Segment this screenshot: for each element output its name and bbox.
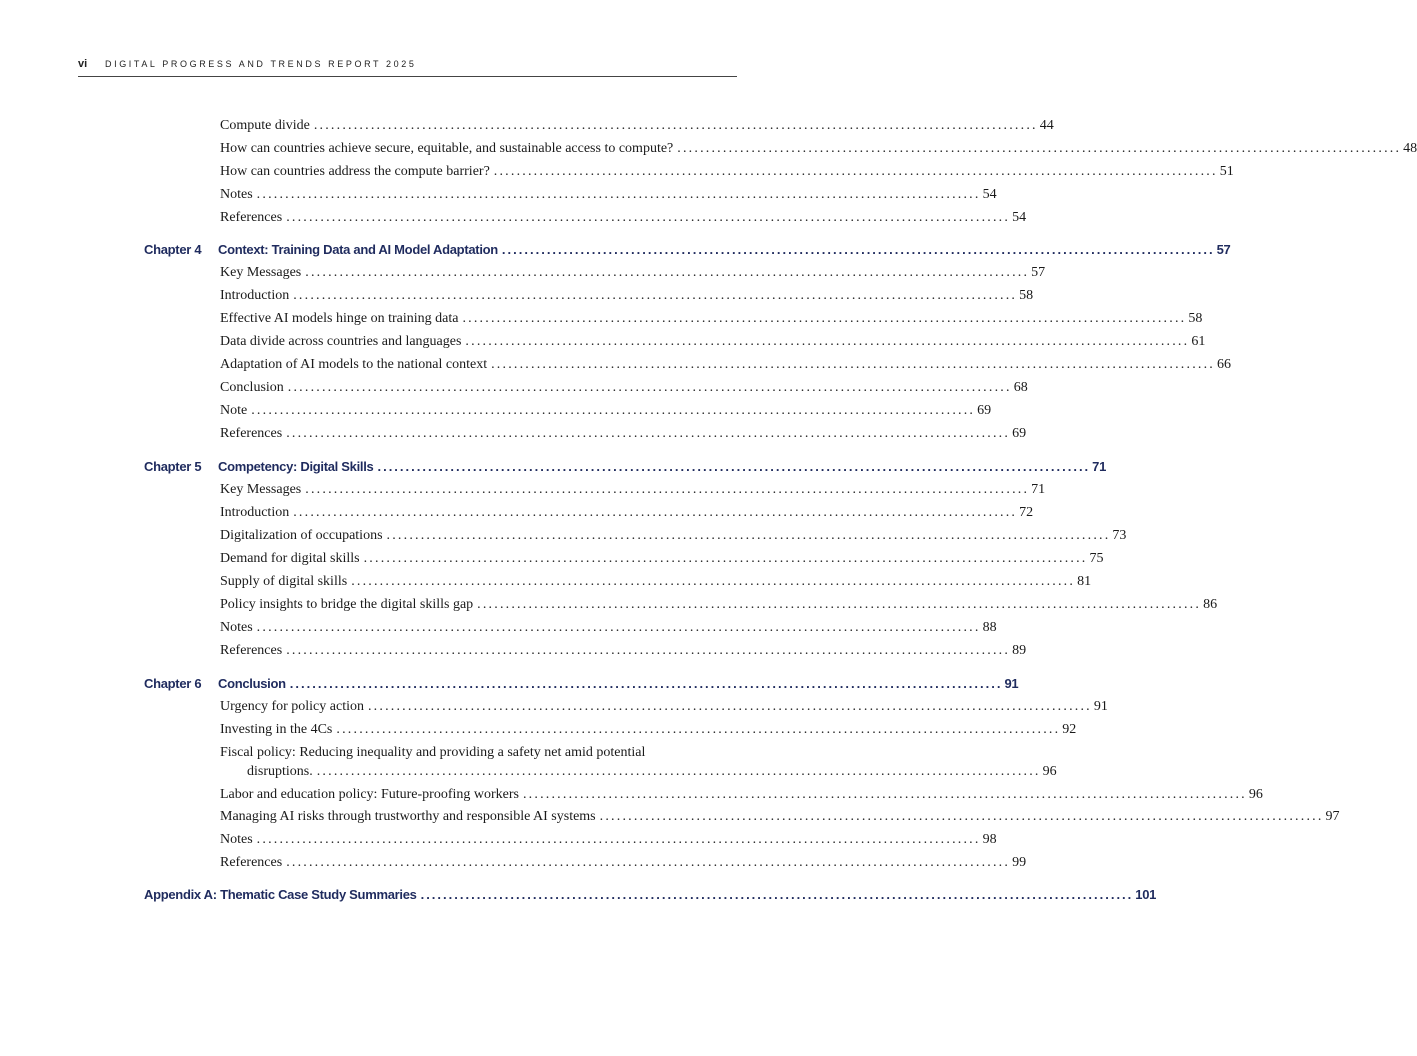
toc-entry-page: 99: [1012, 855, 1027, 870]
toc-entry-title: Adaptation of AI models to the national context: [220, 357, 488, 372]
dot-leader: ...............................................................................................................................: [256, 187, 981, 202]
toc-entry-page: 58: [1188, 311, 1203, 326]
toc-entry[interactable]: [220, 162, 1234, 182]
toc-entry-title: Supply of digital skills: [220, 574, 348, 589]
appendix-page: 101: [1135, 887, 1157, 902]
dot-leader: ...............................................................................................................................: [465, 334, 1190, 349]
dot-leader: ...............................................................................................................................: [289, 676, 1003, 691]
toc-entry-title: Compute divide: [220, 118, 310, 133]
dot-leader: ...............................................................................................................................: [367, 699, 1092, 714]
toc-entry[interactable]: [220, 549, 1104, 569]
toc-entry[interactable]: [220, 263, 1046, 283]
running-header: [78, 57, 737, 77]
dot-leader: ...............................................................................................................................: [420, 887, 1134, 902]
toc-entry[interactable]: [220, 332, 1206, 352]
chapter-title: Conclusion: [218, 676, 286, 691]
dot-leader: ...............................................................................................................................: [599, 809, 1324, 824]
toc-entry-title: Effective AI models hinge on training data: [220, 311, 459, 326]
toc-entry[interactable]: [220, 401, 992, 421]
toc-entry[interactable]: [247, 762, 1057, 782]
dot-leader: ...............................................................................................................................: [286, 210, 1011, 225]
dot-leader: ...............................................................................................................................: [286, 643, 1011, 658]
toc-entry-title: References: [220, 643, 283, 658]
toc-entry-page: 54: [982, 187, 997, 202]
dot-leader: ...............................................................................................................................: [493, 164, 1218, 179]
toc-entry[interactable]: [220, 378, 1028, 398]
toc-entry[interactable]: [220, 139, 1417, 159]
toc-entry-title: References: [220, 210, 283, 225]
toc-entry-title: Note: [220, 403, 248, 418]
toc-entry-title: Digitalization of occupations: [220, 528, 383, 543]
toc-entry-page: 51: [1219, 164, 1234, 179]
toc-entry-page: 68: [1013, 380, 1028, 395]
toc-entry-page: 54: [1012, 210, 1027, 225]
dot-leader: ...............................................................................................................................: [462, 311, 1187, 326]
toc-entry-title-line1[interactable]: Fiscal policy: Reducing inequality and providing a safety net amid potential: [220, 745, 646, 760]
toc-entry[interactable]: [220, 503, 1034, 523]
toc-entry-page: 86: [1203, 597, 1218, 612]
toc-entry-title: Notes: [220, 832, 253, 847]
dot-leader: ...............................................................................................................................: [256, 620, 981, 635]
dot-leader: ...............................................................................................................................: [522, 787, 1247, 802]
toc-entry[interactable]: [220, 853, 1027, 873]
toc-entry-title: Notes: [220, 187, 253, 202]
toc-entry[interactable]: [220, 116, 1054, 136]
toc-entry-page: 58: [1019, 288, 1034, 303]
dot-leader: ...............................................................................................................................: [377, 459, 1091, 474]
toc-entry-page: 66: [1217, 357, 1232, 372]
page-number: vi: [78, 58, 88, 70]
dot-leader: ...............................................................................................................................: [305, 265, 1030, 280]
toc-entry[interactable]: [220, 697, 1108, 717]
toc-entry[interactable]: [220, 595, 1218, 615]
toc-entry-page: 96: [1248, 787, 1263, 802]
toc-entry-title: Urgency for policy action: [220, 699, 364, 714]
chapter-label: Chapter 4: [144, 242, 202, 257]
toc-entry[interactable]: [220, 480, 1046, 500]
toc-entry-page: 57: [1031, 265, 1046, 280]
toc-entry[interactable]: [220, 208, 1027, 228]
toc-entry[interactable]: [220, 572, 1092, 592]
running-title: DIGITAL PROGRESS AND TRENDS REPORT 2025: [105, 59, 417, 69]
toc-entry-page: 89: [1012, 643, 1027, 658]
toc-entry-page: 61: [1191, 334, 1206, 349]
toc-entry-title: Policy insights to bridge the digital skills gap: [220, 597, 474, 612]
chapter-heading[interactable]: [218, 240, 1231, 260]
dot-leader: ...............................................................................................................................: [501, 242, 1215, 257]
toc-entry-page: 48: [1403, 141, 1417, 156]
toc-entry-title: Investing in the 4Cs: [220, 722, 333, 737]
toc-entry[interactable]: [220, 526, 1127, 546]
dot-leader: ...............................................................................................................................: [677, 141, 1402, 156]
toc-entry[interactable]: [220, 720, 1077, 740]
toc-entry[interactable]: [220, 355, 1232, 375]
toc-entry-page: 96: [1042, 764, 1057, 779]
dot-leader: ...............................................................................................................................: [386, 528, 1111, 543]
toc-entry-page: 69: [1012, 426, 1027, 441]
toc-entry[interactable]: [220, 785, 1263, 805]
appendix-heading[interactable]: [144, 885, 1157, 905]
toc-entry-page: 92: [1062, 722, 1077, 737]
chapter-title: Competency: Digital Skills: [218, 459, 374, 474]
dot-leader: ...............................................................................................................................: [313, 118, 1038, 133]
toc-entry-title: Data divide across countries and languages: [220, 334, 462, 349]
toc-entry-title: References: [220, 426, 283, 441]
toc-entry-page: 88: [982, 620, 997, 635]
chapter-heading[interactable]: [218, 674, 1019, 694]
toc-entry-title: How can countries address the compute barrier?: [220, 164, 490, 179]
toc-entry-title: How can countries achieve secure, equitable, and sustainable access to compute?: [220, 141, 674, 156]
toc-entry-page: 98: [982, 832, 997, 847]
dot-leader: ...............................................................................................................................: [287, 380, 1012, 395]
toc-entry-page: 73: [1112, 528, 1127, 543]
toc-entry-title: Key Messages: [220, 482, 302, 497]
toc-entry-title: Demand for digital skills: [220, 551, 360, 566]
toc-entry-title: References: [220, 855, 283, 870]
dot-leader: ...............................................................................................................................: [293, 505, 1018, 520]
toc-entry[interactable]: [220, 185, 997, 205]
chapter-label: Chapter 6: [144, 676, 202, 691]
dot-leader: ...............................................................................................................................: [316, 764, 1041, 779]
chapter-label: Chapter 5: [144, 459, 202, 474]
toc-entry-page: 72: [1019, 505, 1034, 520]
toc-entry-page: 81: [1077, 574, 1092, 589]
chapter-heading[interactable]: [218, 457, 1107, 477]
toc-entry-title: Notes: [220, 620, 253, 635]
toc-entry-page: 71: [1031, 482, 1046, 497]
toc-entry-title: Introduction: [220, 288, 290, 303]
dot-leader: ...............................................................................................................................: [363, 551, 1088, 566]
toc-entry[interactable]: [220, 424, 1027, 444]
chapter-page: 57: [1216, 242, 1231, 257]
toc-entry-page: 97: [1325, 809, 1340, 824]
toc-entry-page: 69: [977, 403, 992, 418]
dot-leader: ...............................................................................................................................: [286, 426, 1011, 441]
toc-entry-title: Managing AI risks through trustworthy and responsible AI systems: [220, 809, 596, 824]
dot-leader: ...............................................................................................................................: [351, 574, 1076, 589]
toc-entry-title-line2: disruptions.: [247, 764, 313, 779]
dot-leader: ...............................................................................................................................: [286, 855, 1011, 870]
dot-leader: ...............................................................................................................................: [293, 288, 1018, 303]
toc-entry-title: Introduction: [220, 505, 290, 520]
dot-leader: ...............................................................................................................................: [256, 832, 981, 847]
toc-entry[interactable]: [220, 286, 1034, 306]
dot-leader: ...............................................................................................................................: [477, 597, 1202, 612]
appendix-title: Appendix A: Thematic Case Study Summaries: [144, 887, 417, 902]
toc-entry-title: Key Messages: [220, 265, 302, 280]
toc-entry-page: 91: [1093, 699, 1108, 714]
chapter-title: Context: Training Data and AI Model Adaptation: [218, 242, 498, 257]
toc-entry-page: 75: [1089, 551, 1104, 566]
dot-leader: ...............................................................................................................................: [336, 722, 1061, 737]
toc-entry[interactable]: [220, 641, 1027, 661]
toc-entry[interactable]: [220, 807, 1340, 827]
toc-entry-title: Conclusion: [220, 380, 284, 395]
dot-leader: ...............................................................................................................................: [251, 403, 976, 418]
toc-entry[interactable]: [220, 618, 997, 638]
chapter-page: 91: [1004, 676, 1019, 691]
toc-entry-title: Labor and education policy: Future-proofing workers: [220, 787, 519, 802]
toc-entry[interactable]: [220, 309, 1203, 329]
dot-leader: ...............................................................................................................................: [305, 482, 1030, 497]
chapter-page: 71: [1092, 459, 1107, 474]
toc-entry[interactable]: [220, 830, 997, 850]
dot-leader: ...............................................................................................................................: [491, 357, 1216, 372]
toc-entry-page: 44: [1039, 118, 1054, 133]
